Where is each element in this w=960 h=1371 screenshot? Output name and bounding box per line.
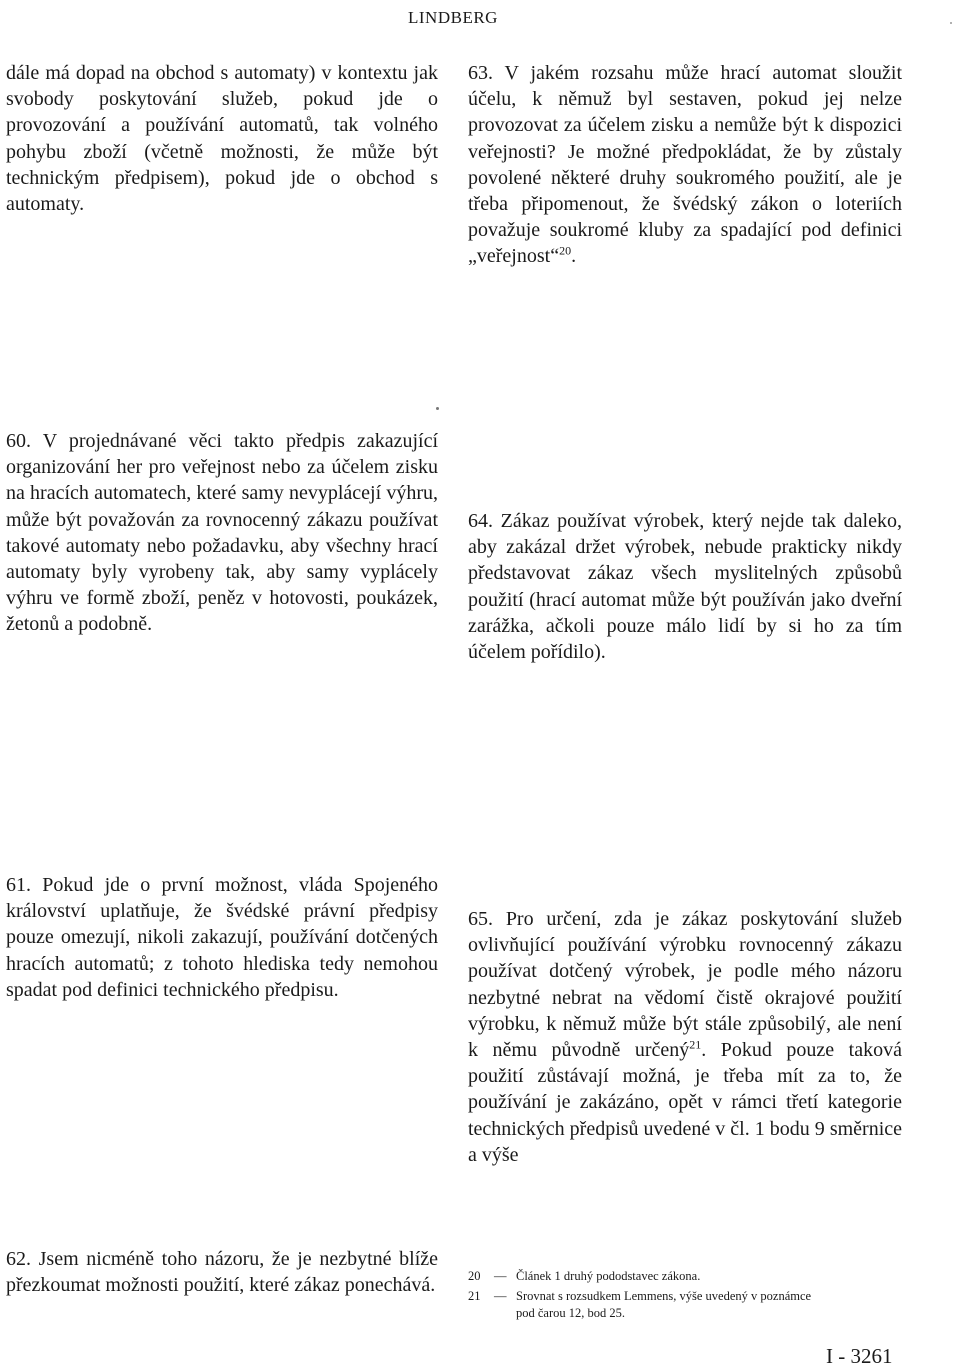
footnote-20	[468, 1268, 908, 1285]
paragraph-number: 63.	[468, 62, 493, 84]
paragraph-text: V jakém rozsahu může hrací automat sloužit účelu, k němuž byl sestaven, pokud jej nelze provozovat za účelem zisku a nemůže být k dispozici veřejnosti? Je možné předpokládat, že by zůstaly povolené některé druhy soukromého použití, ale je třeba připomenout, že švédský zákon o loteriích považuje soukromé kluby za spadající pod definici „veřejnost“	[468, 62, 903, 268]
paragraph-number: 65.	[468, 908, 493, 930]
footnote-text: Srovnat s rozsudkem Lemmens, výše uvedený v poznámce	[516, 1289, 812, 1303]
paragraph-text: dále má dopad na obchod s automaty) v kontextu jak svobody poskytování služeb, pokud jde o provozování a používání automatů, tak volného pohybu zboží (včetně možnosti, že může být technickým předpisem), pokud jde o obchod s automaty.	[6, 62, 438, 216]
paragraph-number: 60.	[6, 430, 31, 452]
footnote-dash: —	[494, 1269, 507, 1283]
scan-speck	[436, 407, 439, 410]
page-number: I - 3261	[826, 1344, 893, 1368]
footnote-text: Článek 1 druhý pododstavec zákona.	[516, 1269, 701, 1283]
paragraph-64	[468, 508, 902, 665]
paragraph-text: Pro určení, zda je zákaz poskytování služeb ovlivňující používání výrobku rovnocenný zákazu používat dotčený výrobek, je podle mého názoru nezbytné nebrat na vědomí čistě okrajové použití výrobku, k němuž může být stále způsobilý, ale není k němu původně určený	[468, 908, 902, 1062]
paragraph-65	[468, 906, 902, 1168]
footnote-21	[468, 1288, 908, 1305]
footnote-dash: —	[494, 1289, 507, 1303]
paragraph-text: V projednávané věci takto předpis zakazující organizování her pro veřejnost nebo za účelem zisku na hracích automatech, které samy nevyplácejí výhru, může být považován za rovnocenný zákazu používat takové automaty nebo požadavku, aby všechny hrací automaty byly vyrobeny tak, aby samy vyplácely výhru ve formě zboží, peněz v hotovosti, poukázek, žetonů a podobně.	[6, 430, 439, 636]
footnote-number: 20	[468, 1269, 481, 1283]
paragraph-63	[468, 60, 902, 270]
paragraph-number: 62.	[6, 1248, 31, 1270]
paragraph-number: 64.	[468, 510, 493, 532]
paragraph-text: Pokud jde o první možnost, vláda Spojeného království uplatňuje, že švédské právní předpisy pouze omezují, nikoli zakazují, používání dotčených hracích automatů; z tohoto hlediska tedy nemohou spadat pod definici technického předpisu.	[6, 874, 439, 1001]
paragraph-text: Zákaz používat výrobek, který nejde tak daleko, aby zakázal držet výrobek, nebude prakticky nikdy představovat zákaz všech myslitelných způsobů použití (hrací automat může být používán jako dveřní zarážka, ačkoli pouze málo lidí by si ho za tím účelem pořídilo).	[468, 510, 902, 664]
footnote-ref[interactable]: 20	[559, 243, 572, 258]
paragraph-62	[6, 1246, 438, 1298]
footnote-continuation: pod čarou 12, bod 25.	[516, 1306, 626, 1320]
paragraph-60	[6, 428, 438, 638]
scan-speck	[950, 22, 952, 24]
footnote-number: 21	[468, 1289, 481, 1303]
paragraph-61	[6, 872, 438, 1003]
paragraph-text-continued: . Pokud pouze taková použití zůstávají možná, je třeba mít za to, že používání je zakázáno, opět v rámci třetí kategorie technických předpisů uvedené v čl. 1 bodu 9 směrnice a výše	[468, 1039, 902, 1166]
paragraph-number: 61.	[6, 874, 31, 896]
footnotes	[468, 1268, 908, 1322]
paragraph-tail: .	[571, 245, 577, 268]
footnote-ref[interactable]: 21	[689, 1037, 702, 1052]
paragraph-text: Jsem nicméně toho názoru, že je nezbytné blíže přezkoumat možnosti použití, které zákaz ponechává.	[6, 1248, 438, 1297]
running-header: LINDBERG	[408, 8, 498, 27]
paragraph-continuation	[6, 60, 438, 217]
